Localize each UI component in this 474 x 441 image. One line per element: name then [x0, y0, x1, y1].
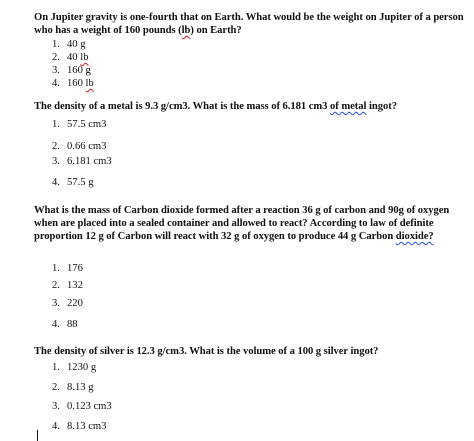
question-3-flagged-word: dioxide? [395, 231, 434, 242]
option-text: 132 [67, 280, 83, 291]
question-2-flagged-word: of metal [330, 101, 367, 112]
question-1-text-part-a: On Jupiter gravity is one-fourth that on Earth. What would be the weight on Jupiter of a person who has a weight of 160 pounds ( [34, 12, 464, 36]
option-text: 176 [67, 263, 83, 274]
option-number: 3. [52, 65, 60, 76]
option-number: 2. [52, 141, 60, 152]
option-number: 3. [52, 401, 60, 412]
option-text: 6.181 cm3 [67, 156, 112, 167]
option-number: 4. [52, 177, 60, 188]
option-text: 0.123 cm3 [67, 401, 112, 412]
question-2-option [52, 140, 106, 153]
question-1-flagged-word: lb [181, 25, 191, 36]
option-number: 4. [52, 319, 60, 330]
question-2-text [34, 100, 464, 113]
option-text: 57.5 cm3 [67, 119, 107, 130]
question-2-option [52, 155, 112, 168]
question-4-option [52, 381, 93, 394]
question-3-option [52, 297, 83, 310]
option-text: 220 [67, 298, 83, 309]
option-number: 1. [52, 263, 60, 274]
question-1-option [52, 51, 89, 64]
option-text: 8.13 cm3 [67, 421, 107, 432]
option-number: 4. [52, 78, 60, 89]
option-text: 8.13 g [67, 382, 94, 393]
question-1-option [52, 77, 94, 90]
question-2-text-part-b: ingot? [366, 101, 397, 112]
question-4-option [52, 361, 96, 374]
option-text: 160 g [67, 65, 91, 76]
option-flagged-word: lb [80, 52, 89, 63]
option-flagged-word: lb [85, 78, 94, 89]
option-number: 1. [52, 39, 60, 50]
question-3-option [52, 262, 83, 275]
question-1-text [34, 11, 464, 37]
question-3-option [52, 318, 78, 331]
option-text: 1230 g [67, 362, 97, 373]
option-text-part: 160 [67, 78, 86, 89]
question-4-text: The density of silver is 12.3 g/cm3. What is the volume of a 100 g silver ingot? [34, 346, 379, 357]
option-number: 3. [52, 298, 60, 309]
question-1-text-part-b: ) on Earth? [190, 25, 242, 36]
option-number: 4. [52, 421, 60, 432]
option-text: 40 g [67, 39, 86, 50]
option-number: 2. [52, 52, 60, 63]
question-2-option [52, 118, 106, 131]
question-4-option [52, 400, 112, 413]
option-text-part: 40 [67, 52, 81, 63]
question-4-option [52, 420, 106, 433]
option-text: 88 [67, 319, 78, 330]
question-1-option [52, 38, 86, 51]
question-3-text-part-a: What is the mass of Carbon dioxide formed after a reaction 36 g of carbon and 90g of oxygen when are placed into a sealed container and allowed to react? According to law of definite proportion 12 g of Carbon will react with 32 g of oxygen to produce 44 g Carbon [34, 205, 450, 242]
option-text: 0.66 cm3 [67, 141, 107, 152]
option-number: 1. [52, 362, 60, 373]
text-cursor[interactable] [37, 430, 38, 441]
option-number: 2. [52, 382, 60, 393]
question-1-option [52, 64, 91, 77]
question-3-option [52, 279, 83, 292]
option-number: 2. [52, 280, 60, 291]
question-3-text [34, 204, 464, 243]
option-number: 3. [52, 156, 60, 167]
question-2-text-part-a: The density of a metal is 9.3 g/cm3. What is the mass of 6.181 cm3 [34, 101, 331, 112]
option-number: 1. [52, 119, 60, 130]
option-text: 57.5 g [67, 177, 94, 188]
question-2-option [52, 176, 93, 189]
